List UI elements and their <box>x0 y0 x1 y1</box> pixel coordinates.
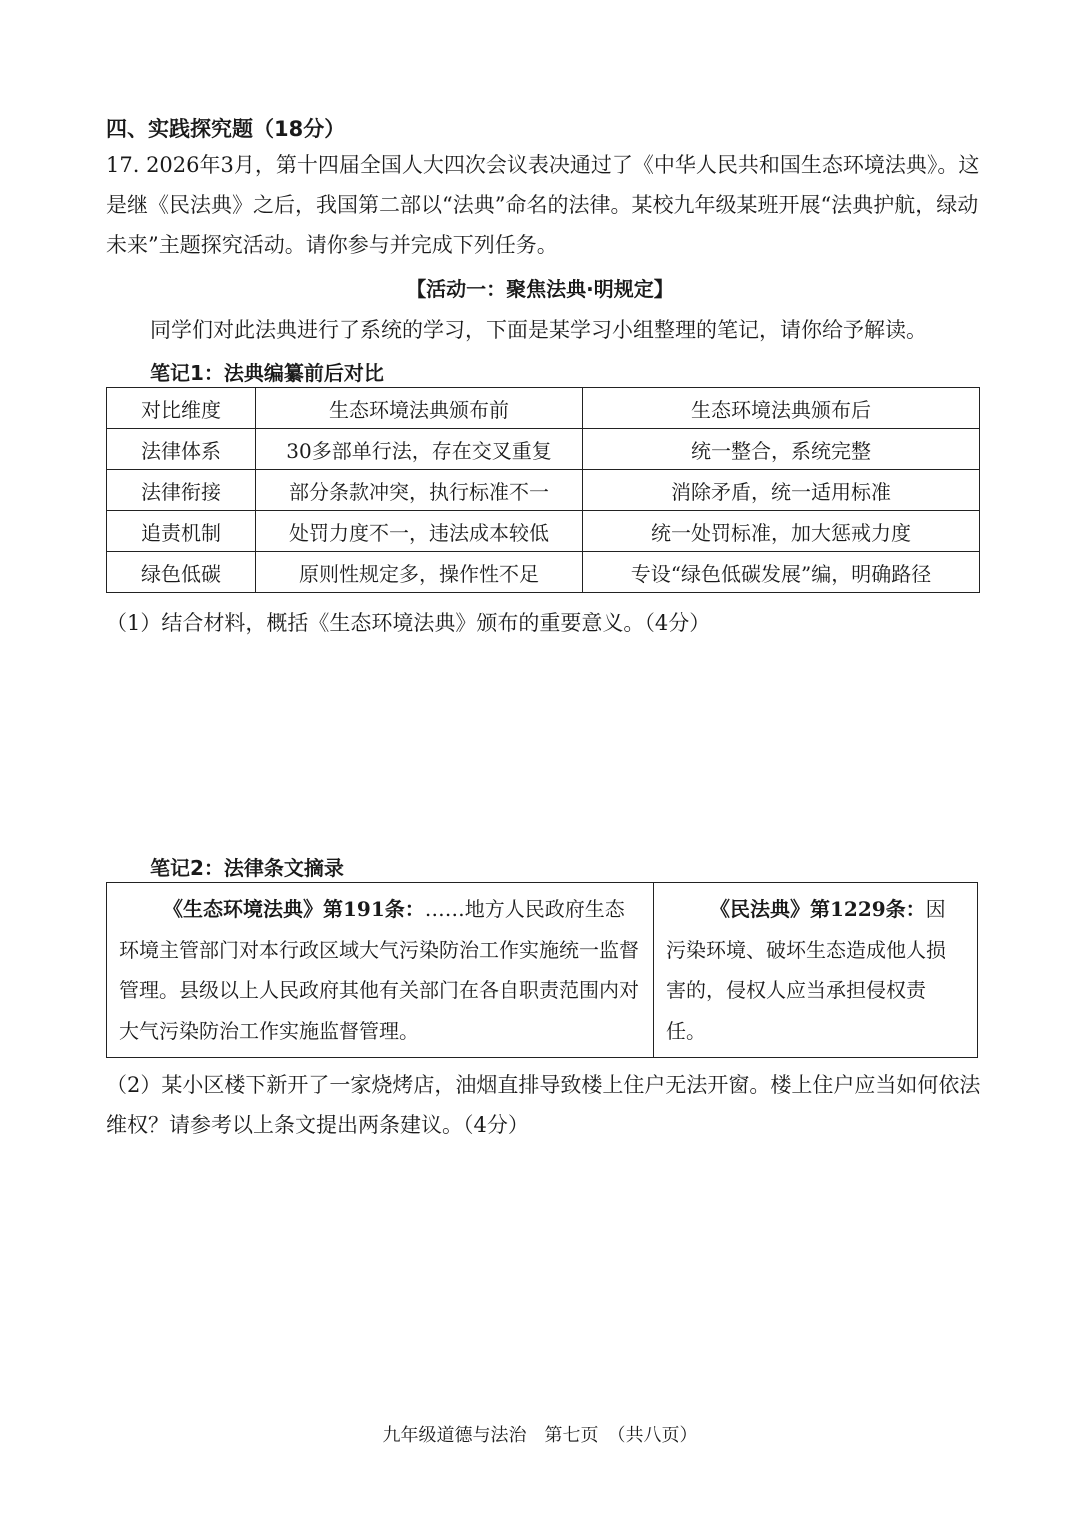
article-191-body: ……地方人民政府生态环境主管部门对本行政区域大气污染防治工作实施统一监督管理。县级以上人民政府其他有关部门在各自职责范围内对大气污染防治工作实施监督管理。 <box>119 897 639 1043</box>
note-2-title: 笔记2：法律条文摘录 <box>150 856 344 880</box>
table-header-cell: 生态环境法典颁布后 <box>583 388 980 429</box>
table-cell: 消除矛盾，统一适用标准 <box>583 470 980 511</box>
table-header-cell: 对比维度 <box>107 388 256 429</box>
question-17-intro: 17. 2026年3月，第十四届全国人大四次会议表决通过了《中华人民共和国生态环境法典》。这是继《民法典》之后，我国第二部以“法典”命名的法律。某校九年级某班开展“法典护航，绿动未来”主题探究活动。请你参与并完成下列任务。 <box>106 153 980 257</box>
table-row <box>107 511 980 552</box>
article-191-excerpt <box>107 883 654 1057</box>
question-1-prompt: （1）结合材料，概括《生态环境法典》颁布的重要意义。（4分） <box>106 611 711 635</box>
table-cell: 处罚力度不一，违法成本较低 <box>256 511 583 552</box>
table-header-cell: 生态环境法典颁布前 <box>256 388 583 429</box>
law-article-box <box>106 882 978 1058</box>
article-1229-body: 因污染环境、破坏生态造成他人损害的，侵权人应当承担侵权责任。 <box>666 897 946 1043</box>
note-1-title: 笔记1：法典编纂前后对比 <box>150 361 384 385</box>
table-cell: 统一处罚标准，加大惩戒力度 <box>583 511 980 552</box>
table-cell: 30多部单行法，存在交叉重复 <box>256 429 583 470</box>
table-row <box>107 552 980 593</box>
article-1229-excerpt <box>654 883 977 1057</box>
article-191-heading: 《生态环境法典》第191条： <box>163 897 425 921</box>
activity-1-description: 同学们对此法典进行了系统的学习，下面是某学习小组整理的笔记，请你给予解读。 <box>150 318 927 342</box>
page-footer: 九年级道德与法治 第七页 （共八页） <box>382 1425 698 1446</box>
table-cell: 追责机制 <box>107 511 256 552</box>
table-cell: 部分条款冲突，执行标准不一 <box>256 470 583 511</box>
table-cell: 绿色低碳 <box>107 552 256 593</box>
table-row <box>107 470 980 511</box>
table-cell: 法律体系 <box>107 429 256 470</box>
table-row <box>107 429 980 470</box>
section-title: 四、实践探究题（18分） <box>106 117 346 141</box>
table-cell: 法律衔接 <box>107 470 256 511</box>
table-header-row <box>107 388 980 429</box>
table-cell: 原则性规定多，操作性不足 <box>256 552 583 593</box>
article-1229-heading: 《民法典》第1229条： <box>710 897 926 921</box>
comparison-table <box>106 387 980 593</box>
activity-1-title: 【活动一：聚焦法典·明规定】 <box>406 277 674 301</box>
question-2-prompt: （2）某小区楼下新开了一家烧烤店，油烟直排导致楼上住户无法开窗。楼上住户应当如何依法维权？请参考以上条文提出两条建议。（4分） <box>106 1073 981 1137</box>
table-cell: 统一整合，系统完整 <box>583 429 980 470</box>
table-cell: 专设“绿色低碳发展”编，明确路径 <box>583 552 980 593</box>
